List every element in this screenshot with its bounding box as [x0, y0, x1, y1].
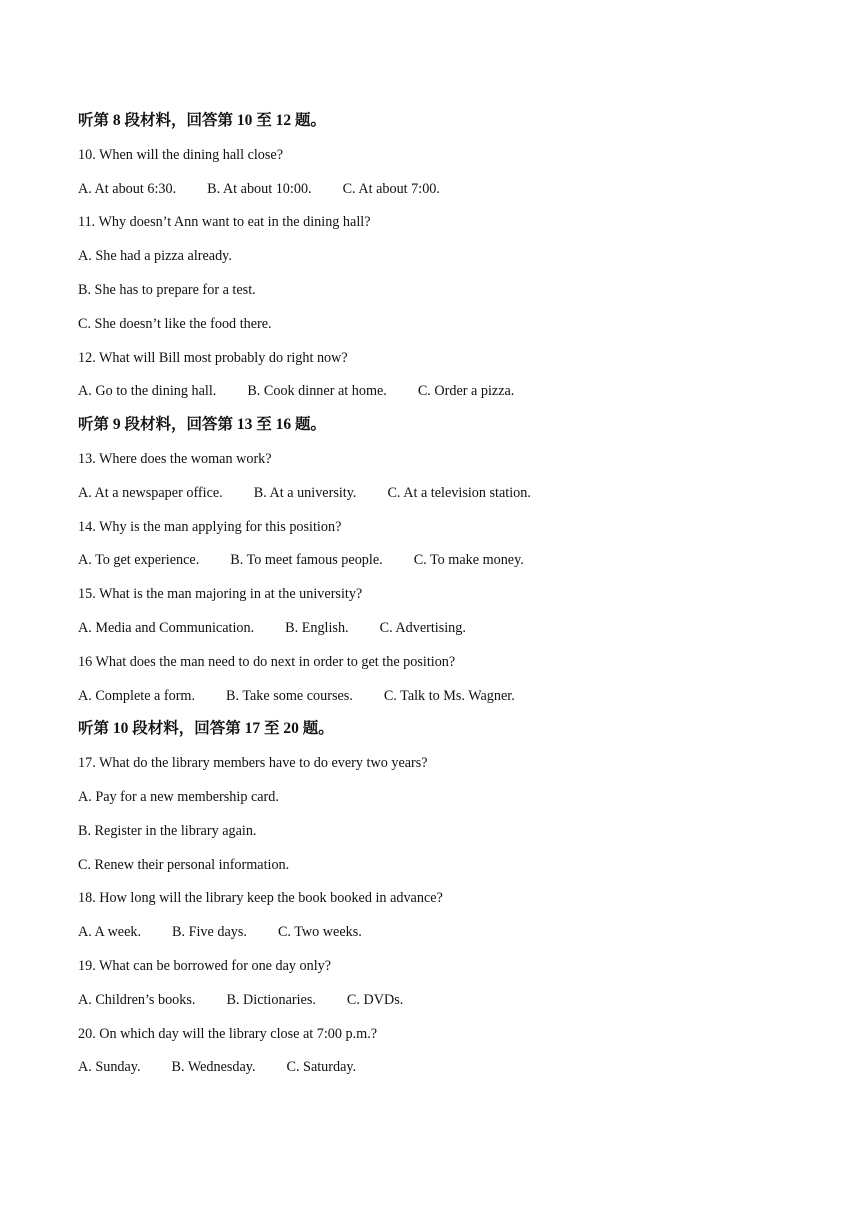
question-text: 11. Why doesn’t Ann want to eat in the dining hall?: [78, 214, 371, 231]
option-row: [78, 617, 798, 651]
answer-option: A. At a newspaper office.: [78, 484, 223, 501]
answer-option: A. Go to the dining hall.: [78, 383, 217, 400]
option-row: [78, 482, 798, 516]
answer-option: B. To meet famous people.: [230, 552, 383, 569]
answer-option: C. Order a pizza.: [417, 383, 515, 400]
answer-option: C. At about 7:00.: [342, 180, 440, 197]
answer-option: B. Dictionaries.: [226, 991, 316, 1008]
answer-option: A. Children’s books.: [78, 991, 196, 1008]
answer-option: B. At about 10:00.: [207, 180, 312, 197]
option-row: [78, 1056, 798, 1090]
option-row: [78, 178, 798, 212]
answer-option: C. To make money.: [413, 552, 524, 569]
option-row: [78, 549, 798, 583]
question-text: 14. Why is the man applying for this position?: [78, 518, 342, 535]
option-row: [78, 921, 798, 955]
answer-option: A. Sunday.: [78, 1059, 141, 1076]
section-heading: 听第 8 段材料，回答第 10 至 12 题。: [78, 112, 327, 129]
question-text: 17. What do the library members have to do every two years?: [78, 755, 428, 772]
section-heading: 听第 9 段材料，回答第 13 至 16 题。: [78, 416, 327, 434]
option-row: [78, 685, 798, 719]
answer-option: C. Saturday.: [286, 1059, 357, 1076]
answer-option: C. Renew their personal information.: [78, 856, 290, 873]
answer-option: C. She doesn’t like the food there.: [78, 315, 272, 332]
answer-option: B. Register in the library again.: [78, 822, 257, 839]
answer-option: A. At about 6:30.: [78, 180, 177, 197]
question-text: 13. Where does the woman work?: [78, 450, 272, 467]
option-row: [78, 380, 798, 414]
question-text: 19. What can be borrowed for one day only?: [78, 957, 332, 974]
answer-option: C. Talk to Ms. Wagner.: [383, 687, 515, 704]
answer-option: A. Pay for a new membership card.: [78, 788, 279, 805]
answer-option: C. DVDs.: [346, 991, 404, 1008]
question-text: 20. On which day will the library close at 7:00 p.m.?: [78, 1025, 378, 1042]
answer-option: B. English.: [285, 619, 349, 636]
answer-option: A. Complete a form.: [78, 687, 196, 704]
answer-option: B. She has to prepare for a test.: [78, 281, 256, 298]
answer-option: B. Cook dinner at home.: [247, 383, 387, 400]
answer-option: B. Wednesday.: [171, 1059, 256, 1076]
question-text: 16 What does the man need to do next in order to get the position?: [78, 653, 456, 670]
answer-option: A. Media and Communication.: [78, 619, 255, 636]
answer-option: A. To get experience.: [78, 552, 200, 569]
answer-option: C. Advertising.: [379, 619, 466, 636]
question-text: 10. When will the dining hall close?: [78, 146, 284, 163]
answer-option: B. Five days.: [172, 924, 247, 941]
answer-option: B. At a university.: [253, 484, 357, 501]
answer-option: A. She had a pizza already.: [78, 248, 232, 265]
option-row: [78, 989, 798, 1023]
question-text: 12. What will Bill most probably do right now?: [78, 349, 348, 366]
question-text: 18. How long will the library keep the book booked in advance?: [78, 890, 443, 907]
exam-page: [78, 110, 798, 1090]
answer-option: A. A week.: [78, 924, 142, 941]
answer-option: C. Two weeks.: [277, 924, 362, 941]
answer-option: C. At a television station.: [387, 484, 531, 501]
section-heading: 听第 10 段材料，回答第 17 至 20 题。: [78, 720, 334, 738]
answer-option: B. Take some courses.: [226, 687, 353, 704]
question-text: 15. What is the man majoring in at the university?: [78, 586, 363, 603]
